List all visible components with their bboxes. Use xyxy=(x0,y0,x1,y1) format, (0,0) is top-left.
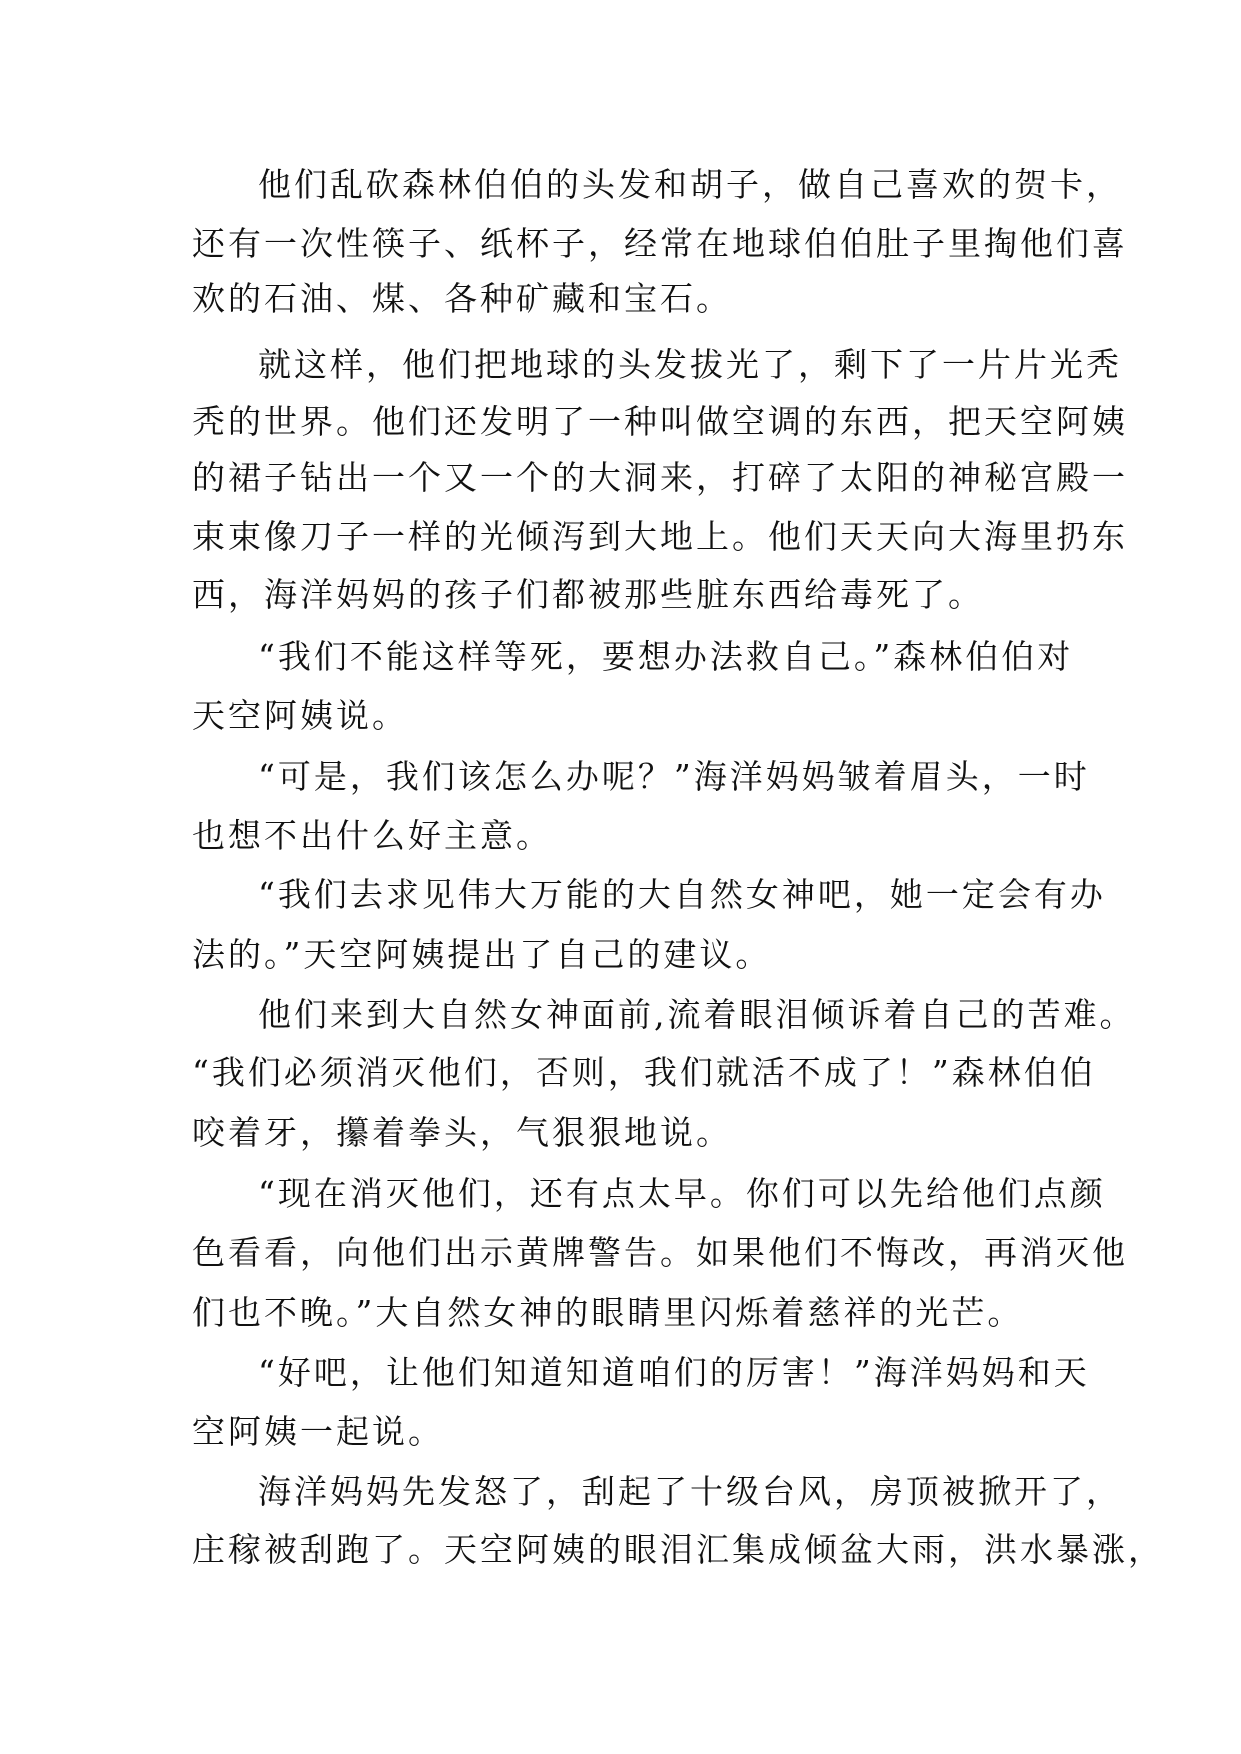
text-line: 就这样，他们把地球的头发拔光了，剩下了一片片光秃 xyxy=(258,345,1122,384)
text-line: “可是，我们该怎么办呢？”海洋妈妈皱着眉头，一时 xyxy=(258,757,1090,796)
text-line: 法的。”天空阿姨提出了自己的建议。 xyxy=(192,935,772,974)
text-line: 还有一次性筷子、纸杯子，经常在地球伯伯肚子里掏他们喜 xyxy=(192,224,1128,263)
text-line: 束束像刀子一样的光倾泻到大地上。他们天天向大海里扔东 xyxy=(192,517,1128,556)
text-line: “我们必须消灭他们，否则，我们就活不成了！”森林伯伯 xyxy=(192,1053,1096,1092)
text-line: “我们去求见伟大万能的大自然女神吧，她一定会有办 xyxy=(258,875,1106,914)
text-line: 西，海洋妈妈的孩子们都被那些脏东西给毒死了。 xyxy=(192,575,984,614)
text-line: 色看看，向他们出示黄牌警告。如果他们不悔改，再消灭他 xyxy=(192,1233,1128,1272)
text-line: “我们不能这样等死，要想办法救自己。”森林伯伯对 xyxy=(258,637,1074,676)
text-line: 庄稼被刮跑了。天空阿姨的眼泪汇集成倾盆大雨，洪水暴涨， xyxy=(192,1530,1164,1569)
text-line: 也想不出什么好主意。 xyxy=(192,816,552,855)
text-line: “现在消灭他们，还有点太早。你们可以先给他们点颜 xyxy=(258,1174,1106,1213)
text-line: 欢的石油、煤、各种矿藏和宝石。 xyxy=(192,279,732,318)
text-line: 秃的世界。他们还发明了一种叫做空调的东西，把天空阿姨 xyxy=(192,402,1128,441)
text-line: 们也不晚。”大自然女神的眼睛里闪烁着慈祥的光芒。 xyxy=(192,1293,1024,1332)
text-line: 他们乱砍森林伯伯的头发和胡子，做自己喜欢的贺卡， xyxy=(258,165,1122,204)
text-line: 天空阿姨说。 xyxy=(192,696,408,735)
text-line: 他们来到大自然女神面前,流着眼泪倾诉着自己的苦难。 xyxy=(258,995,1136,1034)
text-line: 的裙子钻出一个又一个的大洞来，打碎了太阳的神秘宫殿一 xyxy=(192,458,1128,497)
text-line: 咬着牙，攥着拳头，气狠狠地说。 xyxy=(192,1113,732,1152)
text-line: 空阿姨一起说。 xyxy=(192,1412,444,1451)
text-line: 海洋妈妈先发怒了，刮起了十级台风，房顶被掀开了， xyxy=(258,1472,1122,1511)
text-line: “好吧，让他们知道知道咱们的厉害！”海洋妈妈和天 xyxy=(258,1353,1090,1392)
